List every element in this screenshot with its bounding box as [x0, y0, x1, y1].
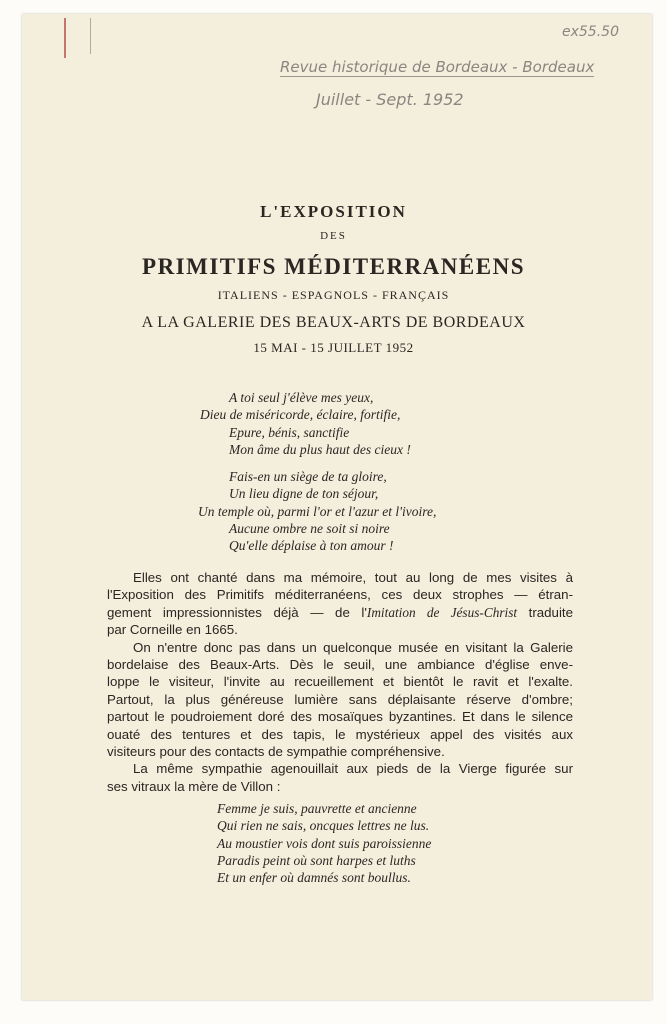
text-line: visiteurs pour des contacts de sympathie compréhensive.: [107, 744, 445, 760]
document-title: PRIMITIFS MÉDITERRANÉENS: [142, 254, 525, 279]
text-line: [107, 604, 573, 621]
heading-subtitle: ITALIENS - ESPAGNOLS - FRANÇAIS: [217, 288, 450, 302]
italic-title: Imitation de Jésus-Christ: [366, 604, 518, 620]
text-line: On n'entre donc pas dans un quelconque musée en visitant la Galerie: [133, 639, 573, 655]
text-line: partout le poudroiement doré des mosaïques byzantines. Et dans le silence: [107, 709, 573, 725]
text-line: par Corneille en 1665.: [107, 622, 238, 638]
text-run: traduite: [517, 604, 573, 620]
villon-poem: [217, 800, 431, 886]
text-line: ses vitraux la mère de Villon :: [107, 778, 281, 794]
poem-line: Fais-en un siège de ta gloire,: [229, 469, 387, 484]
poem-line: Femme je suis, pauvrette et ancienne: [217, 801, 417, 816]
text-line: l'Exposition des Primitifs méditerranéens, ces deux strophes — étran-: [107, 587, 573, 603]
text-line: La même sympathie agenouillait aux pieds de la Vierge figurée sur: [133, 761, 573, 777]
body-text: [107, 569, 573, 795]
poem-line: Un lieu digne de ton séjour,: [229, 486, 379, 502]
poem-stanza-1: [200, 389, 411, 458]
poem-line: Et un enfer où damnés sont boullus.: [217, 870, 411, 886]
heading-venue: A LA GALERIE DES BEAUX-ARTS DE BORDEAUX: [141, 314, 526, 331]
text-line: Elles ont chanté dans ma mémoire, tout au long de mes visites à: [133, 570, 573, 585]
poem-line: Qu'elle déplaise à ton amour !: [229, 538, 394, 554]
poem-line: Epure, bénis, sanctifie: [229, 424, 350, 440]
paper-mark: [64, 18, 66, 58]
heading-dates: 15 MAI - 15 JUILLET 1952: [253, 340, 414, 355]
poem-line: A toi seul j'élève mes yeux,: [229, 390, 374, 405]
handwritten-reference: ex55.50: [562, 24, 619, 40]
poem-line: Au moustier vois dont suis paroissienne: [217, 835, 432, 851]
heading-line: L'EXPOSITION: [260, 202, 407, 221]
poem-line: Paradis peint où sont harpes et luths: [217, 852, 416, 868]
handwritten-source: Revue historique de Bordeaux - Bordeaux: [280, 58, 595, 76]
poem-line: Un temple où, parmi l'or et l'azur et l'ivoire,: [198, 503, 437, 519]
text-run: gement impressionnistes déjà — de l': [107, 604, 367, 620]
text-line: ouaté des tentures et des tapis, le mystérieux appel des visités aux: [107, 726, 573, 742]
text-line: bordelaise des Beaux-Arts. Dès le seuil, une ambiance d'église enve-: [107, 657, 573, 673]
text-line: loppe le visiteur, l'invite au recueillement et bientôt le ravit et l'exalte.: [107, 674, 573, 690]
text-line: Partout, la plus généreuse lumière sans déplaisante réserve d'ombre;: [107, 691, 573, 707]
poem-line: Mon âme du plus haut des cieux !: [229, 441, 411, 457]
paper-mark: [90, 18, 91, 54]
poem-line: Qui rien ne sais, oncques lettres ne lus.: [217, 818, 430, 834]
poem-line: Dieu de miséricorde, éclaire, fortifie,: [200, 407, 401, 423]
handwritten-date: Juillet - Sept. 1952: [316, 90, 464, 109]
poem-line: Aucune ombre ne soit si noire: [229, 520, 390, 536]
poem-stanza-2: [198, 468, 436, 554]
heading-line: DES: [320, 230, 347, 242]
